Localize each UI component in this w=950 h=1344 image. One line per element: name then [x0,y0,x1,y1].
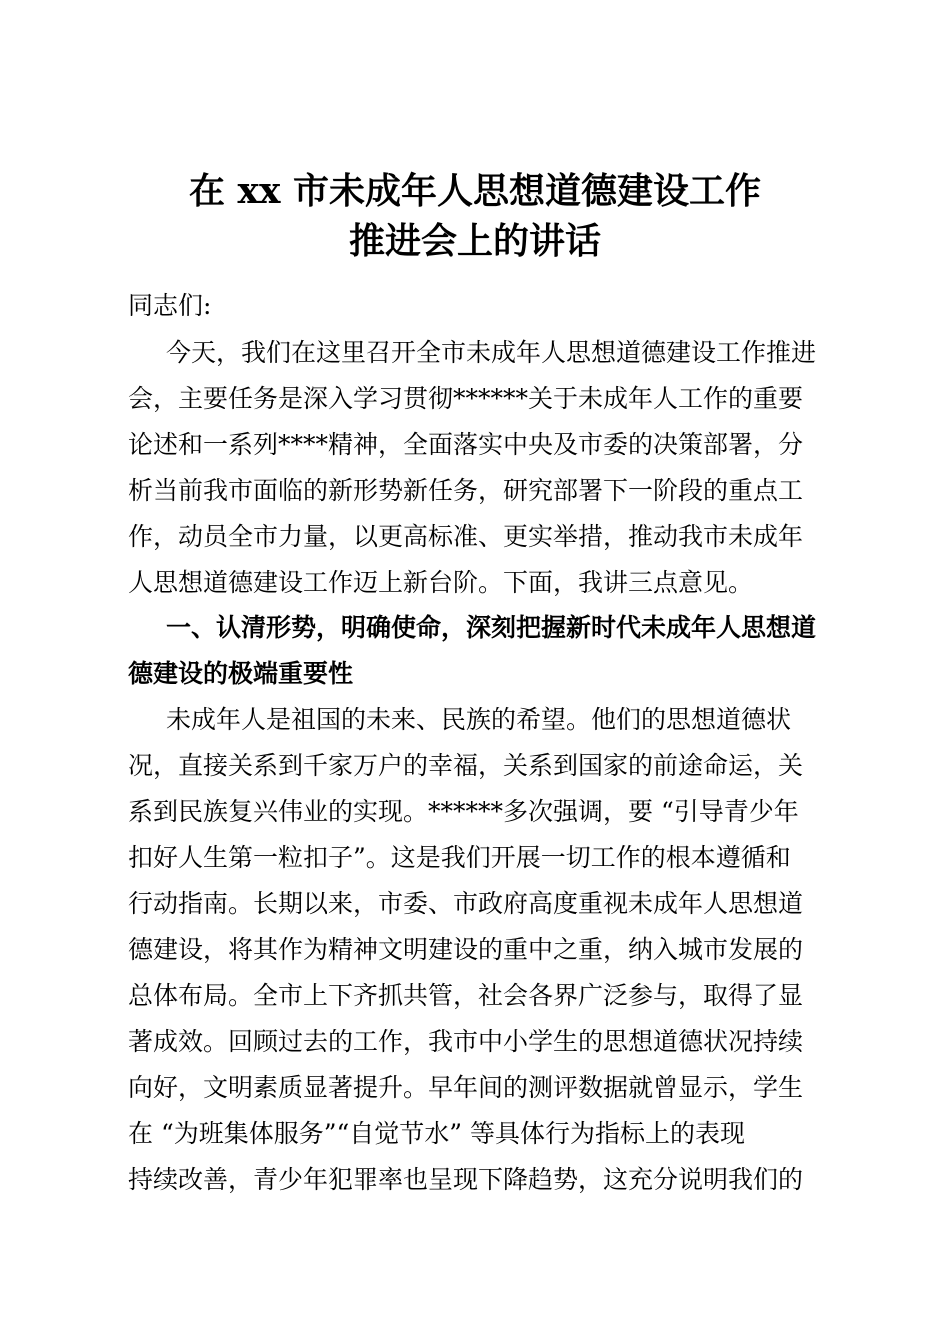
section-heading-1-line-1: 一、认清形势，明确使命，深刻把握新时代未成年人思想道 [166,613,817,642]
paragraph-2-line-3: 系到民族复兴伟业的实现。******多次强调，要 “引导青少年 [128,797,799,826]
paragraph-2-line-9: 向好，文明素质显著提升。早年间的测评数据就曾显示，学生 [128,1073,804,1102]
paragraph-2-line-1: 未成年人是祖国的未来、民族的希望。他们的思想道德状 [166,705,792,734]
paragraph-1-line-1: 今天，我们在这里召开全市未成年人思想道德建设工作推进 [166,338,817,367]
paragraph-2-line-2: 况，直接关系到千家万户的幸福，关系到国家的前途命运，关 [128,751,804,780]
paragraph-2-line-5: 行动指南。长期以来，市委、市政府高度重视未成年人思想道 [128,889,804,918]
paragraph-2-line-8: 著成效。回顾过去的工作，我市中小学生的思想道德状况持续 [128,1027,804,1056]
paragraph-1-line-6: 人思想道德建设工作迈上新台阶。下面，我讲三点意见。 [128,568,754,597]
paragraph-2-line-4: 扣好人生第一粒扣子”。这是我们开展一切工作的根本遵循和 [128,843,791,872]
paragraph-2-line-10: 在 “为班集体服务”“自觉节水” 等具体行为指标上的表现 [128,1119,746,1148]
paragraph-2-line-11: 持续改善，青少年犯罪率也呈现下降趋势，这充分说明我们的 [128,1165,804,1194]
paragraph-1-line-5: 作，动员全市力量，以更高标准、更实举措，推动我市未成年 [128,522,804,551]
salutation: 同志们: [128,291,212,320]
document-title-line-2: 推进会上的讲话 [348,220,601,262]
paragraph-1-line-4: 析当前我市面临的新形势新任务，研究部署下一阶段的重点工 [128,476,804,505]
section-heading-1-line-2: 德建设的极端重要性 [128,659,354,688]
document-title-line-1: 在 xx 市未成年人思想道德建设工作 [189,170,761,212]
paragraph-1-line-2: 会，主要任务是深入学习贯彻******关于未成年人工作的重要 [128,384,804,413]
paragraph-2-line-7: 总体布局。全市上下齐抓共管，社会各界广泛参与，取得了显 [128,981,804,1010]
paragraph-2-line-6: 德建设，将其作为精神文明建设的重中之重，纳入城市发展的 [128,935,804,964]
paragraph-1-line-3: 论述和一系列****精神，全面落实中央及市委的决策部署，分 [128,430,804,459]
